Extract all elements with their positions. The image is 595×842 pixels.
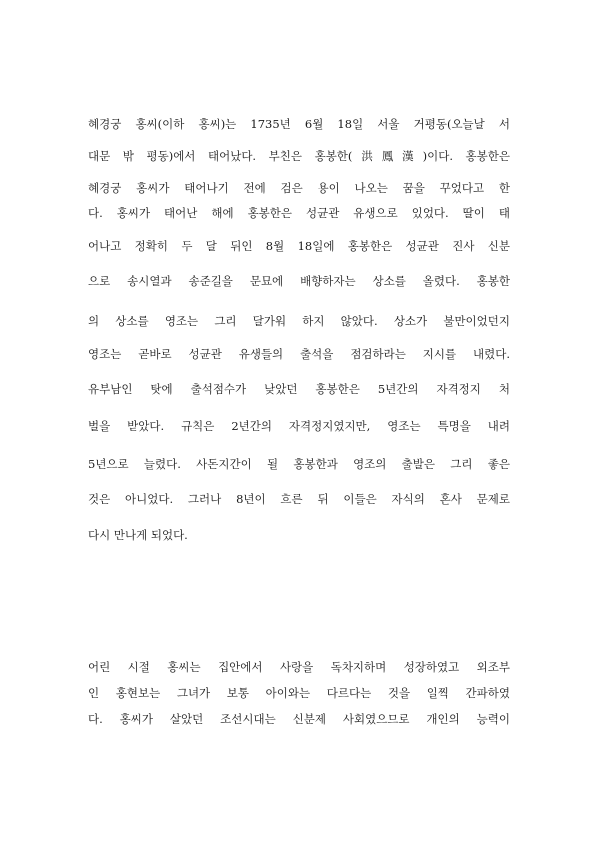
text-line: 인 홍현보는 그녀가 보통 아이와는 다르다는 것을 일찍 간파하였 — [88, 686, 510, 700]
text-line: 5년으로 늘렸다. 사돈지간이 될 홍봉한과 영조의 출발은 그리 좋은 — [88, 457, 510, 471]
text-line: 혜경궁 홍씨가 태어나기 전에 검은 용이 나오는 꿈을 꾸었다고 한 — [88, 181, 510, 195]
text-line: 으로 송시열과 송준길을 문묘에 배향하자는 상소를 올렸다. 홍봉한 — [88, 274, 510, 288]
text-line: 벌을 받았다. 규칙은 2년간의 자격정지였지만, 영조는 특명을 내려 — [88, 419, 510, 433]
text-line: 다시 만나게 되었다. — [88, 528, 188, 542]
text-line: 다. 홍씨가 태어난 해에 홍봉한은 성균관 유생으로 있었다. 딸이 태 — [88, 206, 510, 220]
text-line: 혜경궁 홍씨(이하 홍씨)는 1735년 6월 18일 서울 거평동(오늘날 서 — [88, 117, 510, 131]
text-line: 의 상소를 영조는 그리 달가워 하지 않았다. 상소가 불만이었던지 — [88, 314, 510, 328]
text-line: 영조는 곧바로 성균관 유생들의 출석을 점검하라는 지시를 내렸다. — [88, 347, 510, 361]
text-line: 어린 시절 홍씨는 집안에서 사랑을 독차지하며 성장하였고 외조부 — [88, 660, 510, 674]
text-line: 어나고 정확히 두 달 뒤인 8월 18일에 홍봉한은 성균관 진사 신분 — [88, 239, 510, 253]
text-line: 대문 밖 평동)에서 태어났다. 부친은 홍봉한(洪鳳漢)이다. 홍봉한은 — [88, 149, 510, 163]
text-line: 다. 홍씨가 살았던 조선시대는 신분제 사회였으므로 개인의 능력이 — [88, 712, 510, 726]
text-line: 유부남인 탓에 출석점수가 낮았던 홍봉한은 5년간의 자격정지 처 — [88, 382, 510, 396]
text-line: 것은 아니었다. 그러나 8년이 흐른 뒤 이들은 자식의 혼사 문제로 — [88, 492, 510, 506]
